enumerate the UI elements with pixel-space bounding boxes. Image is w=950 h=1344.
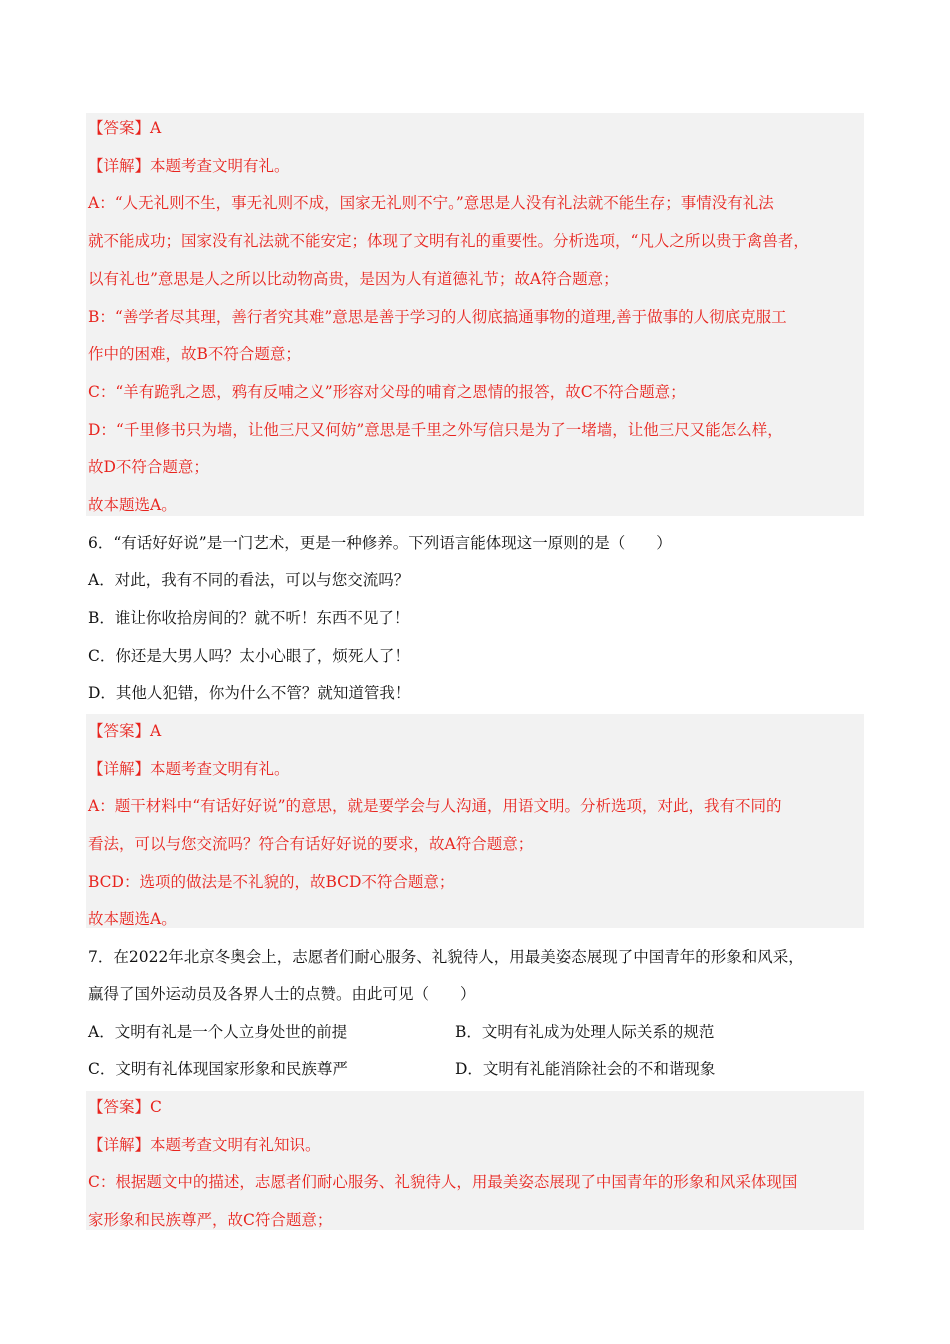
option-b: B．文明有礼成为处理人际关系的规范: [455, 1023, 715, 1041]
explanation-line: 就不能成功；国家没有礼法就不能安定；体现了文明有礼的重要性。分析选项，“凡人之所以贵于禽兽者，: [88, 232, 809, 250]
detail-label: 【详解】本题考查文明有礼知识。: [88, 1136, 321, 1154]
explanation-line: A：“人无礼则不生，事无礼则不成，国家无礼则不宁。”意思是人没有礼法就不能生存；事情没有礼法: [88, 194, 774, 212]
option-c: C．文明有礼体现国家形象和民族尊严: [88, 1060, 348, 1078]
explanation-line: B：“善学者尽其理，善行者究其难”意思是善于学习的人彻底搞通事物的道理,善于做事的人彻底克服工: [88, 308, 787, 326]
explanation-line: C：根据题文中的描述，志愿者们耐心服务、礼貌待人，用最美姿态展现了中国青年的形象和风采体现国: [88, 1173, 798, 1191]
answer-label: 【答案】A: [88, 722, 162, 740]
explanation-line: 作中的困难，故B不符合题意；: [88, 345, 301, 363]
explanation-line: C：“羊有跪乳之恩，鸦有反哺之义”形容对父母的哺育之恩情的报答，故C不符合题意；: [88, 383, 686, 401]
detail-label: 【详解】本题考查文明有礼。: [88, 760, 290, 778]
explanation-line: D：“千里修书只为墙，让他三尺又何妨”意思是千里之外写信只是为了一堵墙，让他三尺又能怎么样，: [88, 421, 783, 439]
option-a: A．对此，我有不同的看法，可以与您交流吗？: [88, 571, 410, 589]
explanation-line: 故本题选A。: [88, 910, 177, 928]
question-stem-q7: 7．在2022年北京冬奥会上，志愿者们耐心服务、礼貌待人，用最美姿态展现了中国青年的形象和风采，: [88, 948, 804, 966]
detail-label: 【详解】本题考查文明有礼。: [88, 157, 290, 175]
explanation-line: A：题干材料中“有话好好说”的意思，就是要学会与人沟通，用语文明。分析选项，对此，我有不同的: [88, 797, 782, 815]
option-d: D．文明有礼能消除社会的不和谐现象: [455, 1060, 716, 1078]
explanation-line: 看法，可以与您交流吗？符合有话好好说的要求，故A符合题意；: [88, 835, 534, 853]
option-d: D．其他人犯错，你为什么不管？就知道管我！: [88, 684, 411, 702]
explanation-line: 以有礼也”意思是人之所以比动物高贵，是因为人有道德礼节；故A符合题意；: [88, 270, 619, 288]
explanation-line: BCD：选项的做法是不礼貌的，故BCD不符合题意；: [88, 873, 455, 891]
explanation-line: 家形象和民族尊严，故C符合题意；: [88, 1211, 333, 1229]
answer-label: 【答案】C: [88, 1098, 162, 1116]
question-stem-q7: 赢得了国外运动员及各界人士的点赞。由此可见（ ）: [88, 985, 476, 1003]
option-b: B．谁让你收拾房间的？就不听！东西不见了！: [88, 609, 410, 627]
explanation-line: 故D不符合题意；: [88, 458, 209, 476]
option-c: C．你还是大男人吗？太小心眼了，烦死人了！: [88, 647, 410, 665]
explanation-line: 故本题选A。: [88, 496, 177, 514]
option-a: A．文明有礼是一个人立身处世的前提: [88, 1023, 348, 1041]
question-stem-q6: 6．“有话好好说”是一门艺术，更是一种修养。下列语言能体现这一原则的是（ ）: [88, 534, 672, 552]
answer-block-q6: [86, 714, 864, 928]
answer-label: 【答案】A: [88, 119, 162, 137]
